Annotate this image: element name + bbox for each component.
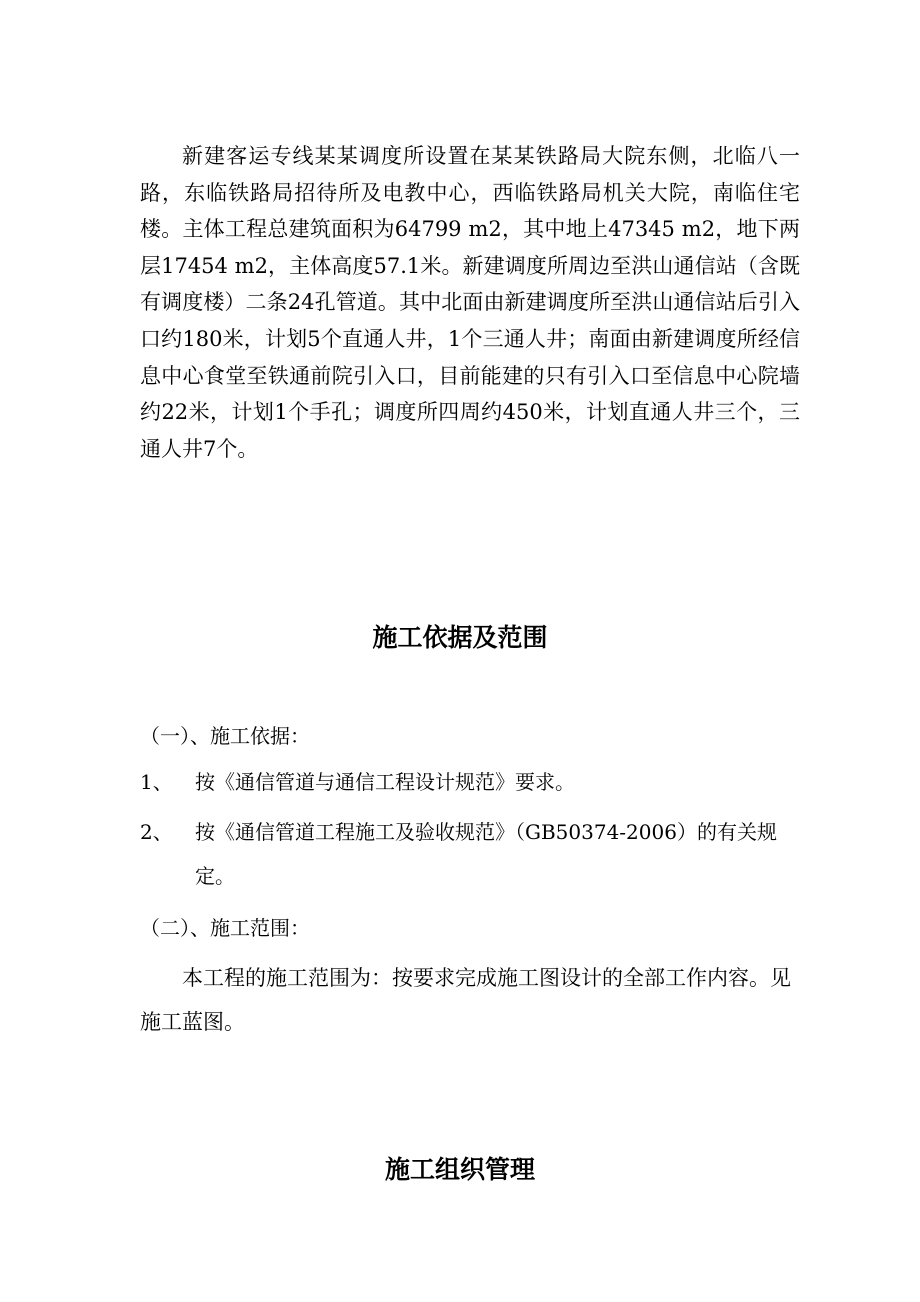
section-heading-basis-scope: 施工依据及范围 [372, 623, 548, 652]
list-item-number: 2、 [140, 820, 173, 844]
intro-paragraph: 新建客运专线某某调度所设置在某某铁路局大院东侧，北临八一路，东临铁路局招待所及电教中心，西临铁路局机关大院，南临住宅楼。主体工程总建筑面积为64799 m2，其中地上47345 m2，地下两层17454 m2，主体高度57.1米。新建调度所周边至洪山通信站（含既有调度楼）二条24孔管道。其中北面由新建调度所至洪山通信站后引入口约180米，计划5个直通人井，1个三通人井；南面由新建调度所经信息中心食堂至铁通前院引入口，目前能建的只有引入口至信息中心院墙约22米，计划1个手孔；调度所四周约450米，计划直通人井三个，三通人井7个。 [140, 144, 800, 461]
scope-paragraph: 本工程的施工范围为：按要求完成施工图设计的全部工作内容。见施工蓝图。 [140, 966, 791, 1034]
list-item-text: 按《通信管道与通信工程设计规范》要求。 [195, 770, 575, 794]
section-heading-organization: 施工组织管理 [384, 1155, 535, 1184]
list-item-number: 1、 [140, 770, 173, 794]
subsection-title-scope: （二）、施工范围： [140, 916, 310, 940]
subsection-title-basis: （一）、施工依据： [140, 724, 310, 748]
list-item-text: 按《通信管道工程施工及验收规范》（GB50374-2006）的有关规定。 [195, 820, 777, 888]
